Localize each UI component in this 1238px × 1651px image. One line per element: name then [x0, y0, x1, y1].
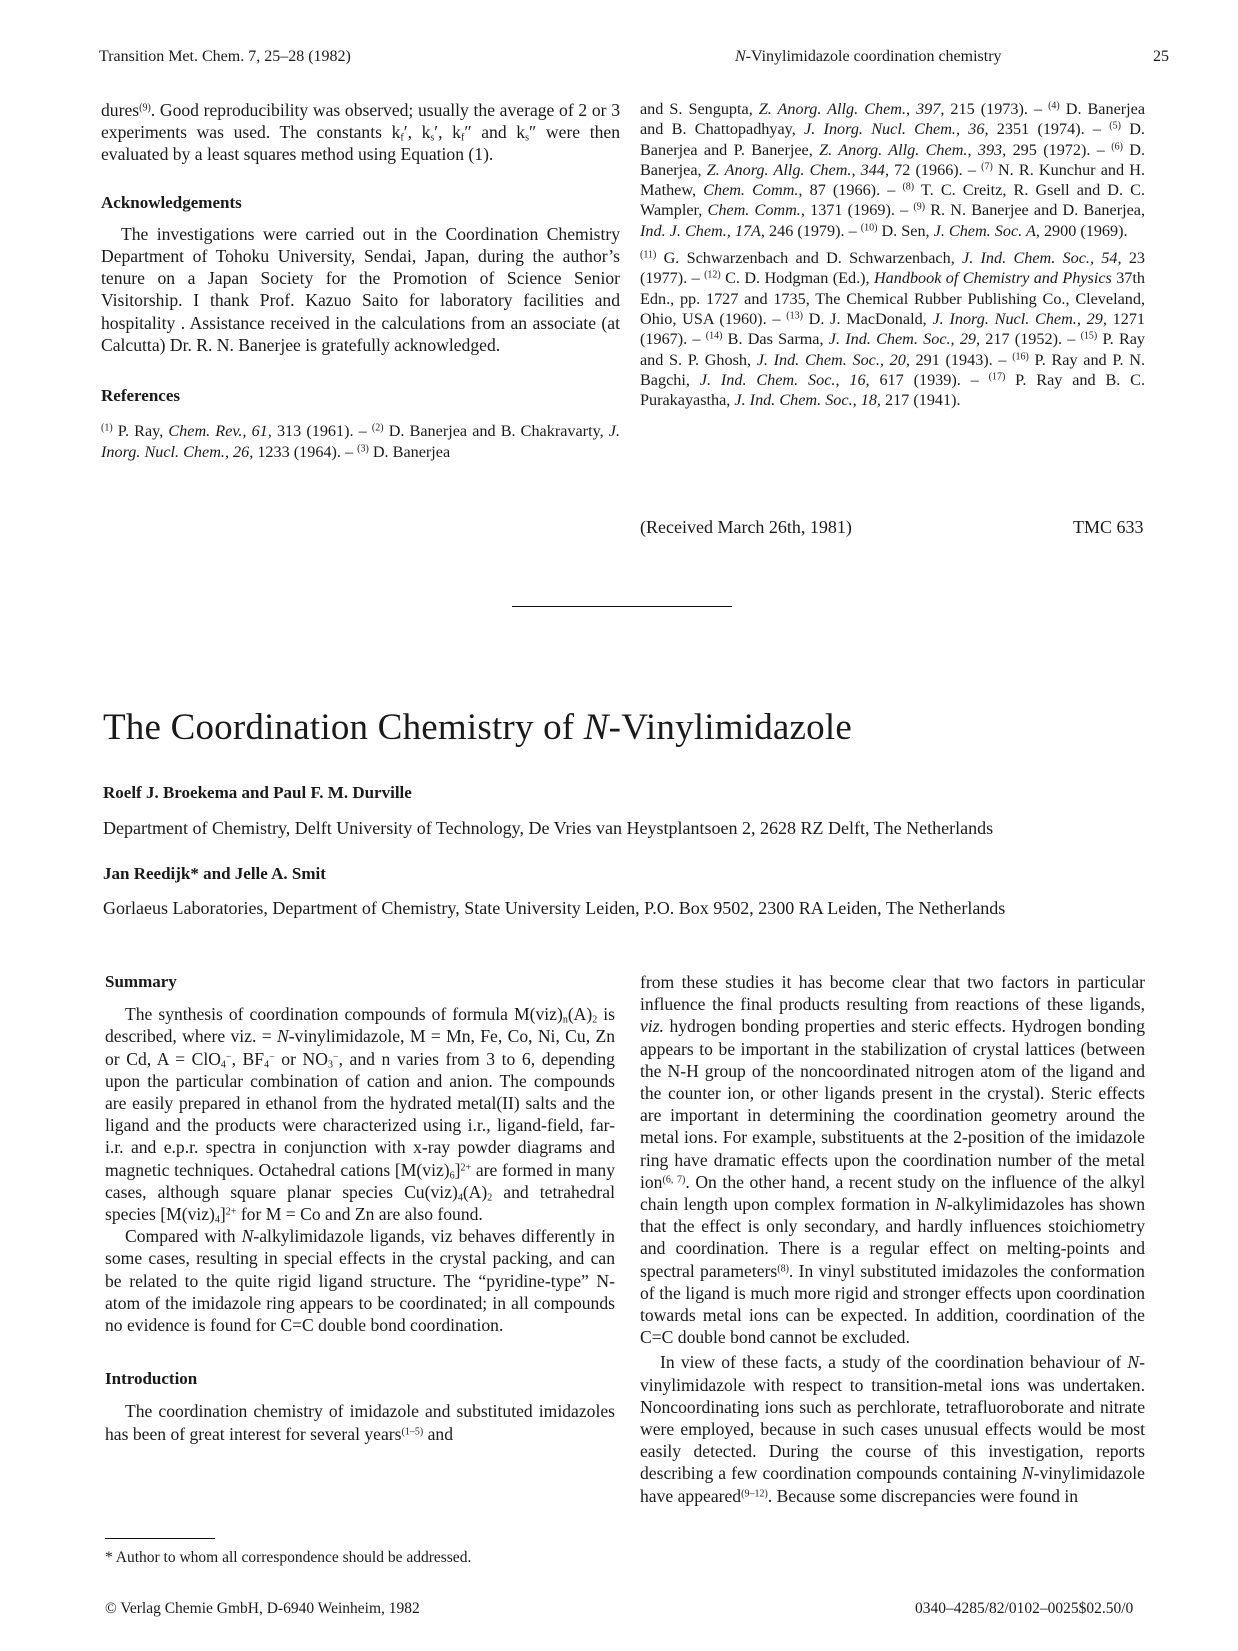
references-list-right-1: and S. Sengupta, Z. Anorg. Allg. Chem., 397, 215 (1973). – $^{(4)}$ D. Banerjea and B. Chattopadhyay, J. Inorg. Nucl. Chem., 36, 2351 (1974). – $^{(5)}$ D. Banerjea and P. Banerjee, Z. Anorg. Allg. Chem., 393, 295 (1972). – $^{(6)}$ D. Banerjea, Z. Anorg. Allg. Chem., 344, 72 (1966). – $^{(7)}$ N. R. Kunchur and H. Mathew, Chem. Comm., 87 (1966). – $^{(8)}$ T. C. Creitz, R. Gsell and D. C. Wampler, Chem. Comm., 1371 (1969). – $^{(9)}$ R. N. Banerjee and D. Banerjea, Ind. J. Chem., 17A, 246 (1979). – $^{(10)}$ D. Sen, J. Chem. Soc. A, 2900 (1969). $^{(11)}$ G. Schwarzenbach and D. Schwarzenbach, J. Ind. Chem. Soc., 54, 23 (1977). – $^{(12)}$ C. D. Hodgman (Ed.), Handbook of Chemistry and Physics 37th Edn., pp. 1727 and 1735, The Chemical Rubber Publishing Co., Cleveland, Ohio, USA (1960). – $^{(13)}$ D. J. MacDonald, J. Inorg. Nucl. Chem., 29, 1271 (1967). – $^{(14)}$ B. Das Sarma, J. Ind. Chem. Soc., 29, 217 (1952). – $^{(15)}$ P. Ray and S. P. Ghosh, J. Ind. Chem. Soc., 20, 291 (1943). – $^{(16)}$ P. Ray and P. N. Bagchi, J. Ind. Chem. Soc., 16, 617 (1939). – $^{(17)}$ P. Ray and B. C. Purakayastha, J. Ind. Chem. Soc., 18, 217 (1941). — [640, 100, 1146, 410]
footnote: * Author to whom all correspondence should be addressed. — [105, 1549, 472, 1566]
copyright-line: © Verlag Chemie GmbH, D-6940 Weinheim, 1982 — [105, 1600, 420, 1617]
article-right-column — [640, 971, 1145, 1507]
authors-2: Jan Reedijk* and Jelle A. Smit — [103, 864, 326, 883]
running-header-journal: Transition Met. Chem. 7, 25–28 (1982) — [99, 48, 351, 65]
methods-tail-paragraph: dures$^{(9)}$. Good reproducibility was observed; usually the average of 2 or 3 experiments was used. The constants $k_f'$, $k_s'$, $k_f''$ and $k_s''$ were then evaluated by a least squares method using Equation (1). — [101, 100, 621, 165]
right-column-paragraph-2: In view of these facts, a study of the coordination behaviour of N-vinylimidazole with respect to transition-metal ions was undertaken. Noncoordinating ions such as perchlorate, tetrafluoroborate and nitrate were employed, because in such cases unusual effects would be most easily detected. During the course of this investigation, reports describing a few coordination compounds containing N-vinylimidazole have appeared$^{(9-12)}$. Because some discrepancies were found in — [640, 1352, 1145, 1506]
introduction-paragraph-1: The coordination chemistry of imidazole and substituted imidazoles has been of great interest for several years$^{(1-5)}$ and — [105, 1401, 615, 1444]
running-header-title: N-Vinylimidazole coordination chemistry — [735, 48, 1002, 65]
tmc-code: TMC 633 — [1073, 517, 1144, 537]
article-separator-rule — [512, 606, 732, 607]
right-column-paragraph-1: from these studies it has become clear that two factors in particular influence the final products resulting from reactions of these ligands, viz. hydrogen bonding properties and steric effects. Hydrogen bonding appears to be important in the stabilization of crystal lattices (between the N-H group of the noncoordinated nitrogen atom of the ligand and the counter ion, or other ligands present in the crystal). Steric effects are important in determining the coordination geometry around the metal ions. For example, substituents at the 2-position of the imidazole ring have dramatic effects upon the coordination number of the metal ion$^{(6, 7)}$. On the other hand, a recent study on the influence of the alkyl chain length upon complex formation in N-alkylimidazoles has shown that the effect is only secondary, and hardly influences stoichiometry and coordination. There is a regular effect on melting-points and spectral parameters$^{(8)}$. In vinyl substituted imidazoles the conformation of the ligand is much more rigid and stronger effects upon coordination towards metal ions can be expected. In addition, coordination of the C=C double bond cannot be excluded. — [640, 972, 1145, 1348]
authors-1: Roelf J. Broekema and Paul F. M. Durville — [103, 783, 412, 802]
summary-heading: Summary — [105, 972, 177, 991]
received-date: (Received March 26th, 1981) — [640, 517, 852, 537]
footnote-rule — [105, 1538, 215, 1539]
references-heading: References — [101, 386, 180, 406]
summary-paragraph-1: The synthesis of coordination compounds of formula $M(viz)_n(A)_2$ is described, where viz. = N-vinylimidazole, M = Mn, Fe, Co, Ni, Cu, Zn or Cd, A = ClO$_4$−, $BF_4^-$ or $NO_3^-$, and n varies from 3 to 6, depending upon the particular combination of cation and anion. The compounds are easily prepared in ethanol from the hydrated metal(II) salts and the ligand and the products were characterized using i.r., ligand-field, far-i.r. and e.p.r. spectra in conjunction with x-ray powder diagrams and magnetic techniques. Octahedral cations $[M(viz)_6]^{2+}$ are formed in many cases, although square planar species $Cu(viz)_4(A)_2$ and tetrahedral species $[M(viz)_4]^{2+}$ for M = Co and Zn are also found. — [105, 1004, 615, 1226]
issn-code: 0340–4285/82/0102–0025$02.50/0 — [915, 1600, 1134, 1617]
prev-article-left-column — [101, 99, 620, 462]
article-title: The Coordination Chemistry of N-Vinylimidazole — [103, 707, 852, 748]
introduction-heading: Introduction — [105, 1369, 198, 1389]
article-left-column — [105, 971, 615, 1445]
summary-paragraph-2: Compared with N-alkylimidazole ligands, viz behaves differently in some cases, resulting in special effects in the crystal packing, and can be related to the quite rigid ligand structure. The “pyridine-type” N-atom of the imidazole ring appears to be coordinated; in all compounds no evidence is found for C=C double bond coordination. — [105, 1226, 615, 1336]
affiliation-2: Gorlaeus Laboratories, Department of Chemistry, State University Leiden, P.O. Box 9502, 2300 RA Leiden, The Netherlands — [103, 898, 1006, 918]
references-list-left: $^{(1)}$ P. Ray, Chem. Rev., 61, 313 (1961). – $^{(2)}$ D. Banerjea and B. Chakravarty, J. Inorg. Nucl. Chem., 26, 1233 (1964). – $^{(3)}$ D. Banerjea — [101, 422, 621, 461]
acknowledgements-text: The investigations were carried out in the Coordination Chemistry Department of Tohoku University, Sendai, Japan, during the author’s tenure on a Japan Society for the Promotion of Science Senior Visitorship. I thank Prof. Kazuo Saito for laboratory facilities and hospitality . Assistance received in the calculations from an associate (at Calcutta) Dr. R. N. Banerjee is gratefully acknowledged. — [101, 223, 620, 355]
acknowledgements-heading: Acknowledgements — [101, 192, 242, 212]
page-number: 25 — [1153, 48, 1169, 65]
affiliation-1: Department of Chemistry, Delft University of Technology, De Vries van Heystplantsoen 2, 2628 RZ Delft, The Netherlands — [103, 818, 994, 838]
prev-article-right-column — [640, 99, 1145, 410]
references-list-right-2: $^{(11)}$ G. Schwarzenbach and D. Schwarzenbach, J. Ind. Chem. Soc., 54, 23 (1977). – $^{(12)}$ C. D. Hodgman (Ed.), Handbook of Chemistry and Physics 37th Edn., pp. 1727 and 1735, The Chemical Rubber Publishing Co., Cleveland, Ohio, USA (1960). – $^{(13)}$ D. J. MacDonald, J. Inorg. Nucl. Chem., 29, 1271 (1967). – $^{(14)}$ B. Das Sarma, J. Ind. Chem. Soc., 29, 217 (1952). – $^{(15)}$ P. Ray and S. P. Ghosh, J. Ind. Chem. Soc., 20, 291 (1943). – $^{(16)}$ P. Ray and P. N. Bagchi, J. Ind. Chem. Soc., 16, 617 (1939). – $^{(17)}$ P. Ray and B. C. Purakayastha, J. Ind. Chem. Soc., 18, 217 (1941). — [640, 249, 1146, 410]
